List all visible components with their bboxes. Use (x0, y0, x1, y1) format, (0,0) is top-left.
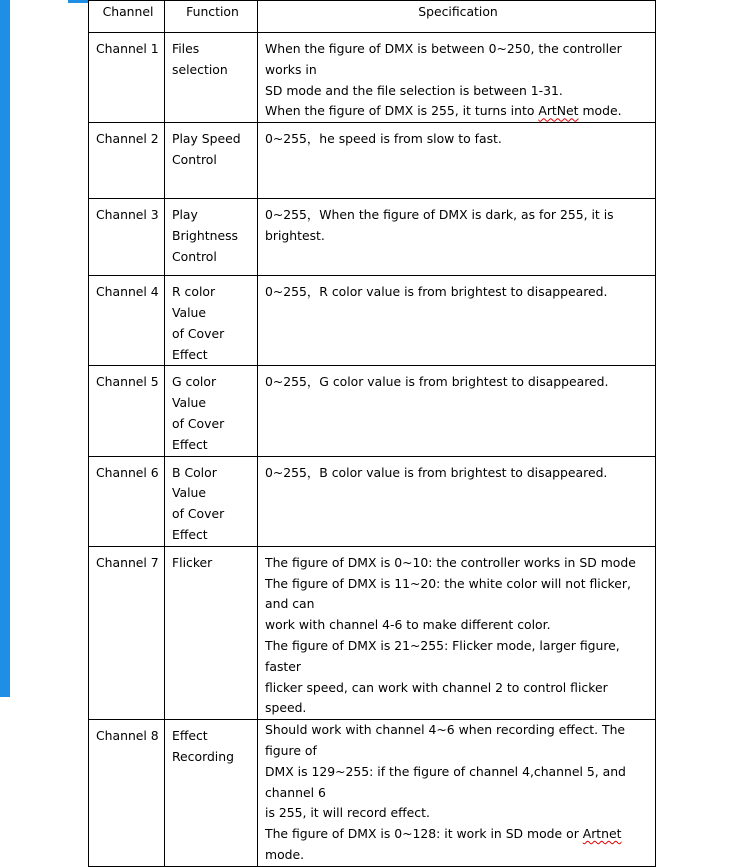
specification-line: work with channel 4-6 to make different color. (265, 617, 551, 633)
table-row (89, 33, 656, 123)
channel-label: Channel 2 (96, 131, 159, 147)
function-line: Effect (172, 728, 208, 744)
channel-label: Channel 5 (96, 374, 159, 390)
function-line: Effect (172, 526, 208, 542)
specification-cell (258, 366, 656, 456)
dmx-channel-table (88, 0, 656, 867)
specification-line: The figure of DMX is 0~10: the controller works in SD mode (265, 554, 636, 570)
channel-label: Channel 1 (96, 41, 159, 56)
header-channel: Channel (89, 1, 165, 33)
specification-line: SD mode and the file selection is between 1-31. (265, 82, 563, 98)
function-cell (165, 366, 258, 456)
function-line: Play Speed (172, 131, 241, 147)
specification-cell (258, 720, 656, 867)
function-line: Control (172, 248, 217, 264)
channel-cell (89, 366, 165, 456)
function-cell (165, 123, 258, 199)
specification-cell (258, 546, 656, 719)
specification-line: 0~255，G color value is from brightest to disappeared. (265, 374, 609, 390)
specification-cell (258, 276, 656, 366)
function-cell (165, 720, 258, 867)
table-row (89, 366, 656, 456)
function-line: Control (172, 151, 217, 167)
channel-cell (89, 546, 165, 719)
channel-label: Channel 7 (96, 554, 159, 570)
function-line: Brightness (172, 227, 239, 243)
function-cell (165, 546, 258, 719)
header-specification: Specification (258, 1, 656, 33)
table-row (89, 720, 656, 867)
specification-line: is 255, it will record effect. (265, 805, 430, 821)
function-line: Recording (172, 748, 234, 764)
specification-cell (258, 199, 656, 276)
specification-line: 0~255，R color value is from brightest to disappeared. (265, 284, 608, 300)
channel-label: Channel 8 (96, 728, 159, 744)
function-line: B Color Value (172, 464, 217, 501)
specification-cell (258, 123, 656, 199)
table-row (89, 199, 656, 276)
specification-line: 0~255，When the figure of DMX is dark, as for 255, it is brightest. (265, 207, 614, 243)
specification-line: flicker speed, can work with channel 2 to control flicker speed. (265, 679, 608, 716)
specification-cell (258, 456, 656, 546)
specification-line: The figure of DMX is 0~128: it work in SD mode or Artnet mode. (265, 826, 622, 862)
channel-label: Channel 4 (96, 284, 159, 300)
function-cell (165, 33, 258, 123)
accent-bar-left (0, 0, 10, 697)
function-line: of Cover (172, 506, 225, 522)
table-row (89, 123, 656, 199)
specification-line: The figure of DMX is 11~20: the white color will not flicker, and can (265, 575, 631, 612)
function-line: Effect (172, 436, 208, 452)
accent-bar-top (68, 0, 88, 3)
channel-label: Channel 6 (96, 464, 159, 480)
function-cell (165, 199, 258, 276)
header-function: Function (165, 1, 258, 33)
specification-line: The figure of DMX is 21~255: Flicker mode, larger figure, faster (265, 637, 620, 674)
specification-line: 0~255，he speed is from slow to fast. (265, 131, 502, 147)
specification-line: DMX is 129~255: if the figure of channel 4,channel 5, and channel 6 (265, 763, 626, 800)
specification-line: Should work with channel 4~6 when recording effect. The figure of (265, 722, 626, 758)
function-line: Files (172, 41, 200, 56)
specification-cell (258, 33, 656, 123)
spellcheck-word: Artnet (582, 826, 622, 842)
channel-cell (89, 720, 165, 867)
channel-cell (89, 33, 165, 123)
table-row (89, 546, 656, 719)
specification-line: When the figure of DMX is 255, it turns into ArtNet mode. (265, 103, 622, 119)
function-cell (165, 456, 258, 546)
spellcheck-word: ArtNet (538, 103, 579, 119)
function-line: selection (172, 61, 228, 77)
channel-cell (89, 123, 165, 199)
function-line: Flicker (172, 554, 213, 570)
channel-label: Channel 3 (96, 207, 159, 223)
specification-line: When the figure of DMX is between 0~250, the controller works in (265, 41, 622, 77)
specification-line: 0~255，B color value is from brightest to disappeared. (265, 464, 608, 480)
function-line: of Cover (172, 415, 225, 431)
function-line: R color Value (172, 284, 216, 320)
table-row (89, 456, 656, 546)
channel-cell (89, 456, 165, 546)
function-line: Effect (172, 346, 208, 362)
function-line: G color Value (172, 374, 217, 411)
function-line: Play (172, 207, 198, 223)
table-header-row (89, 1, 656, 33)
channel-cell (89, 199, 165, 276)
function-line: of Cover (172, 325, 225, 341)
table-row (89, 276, 656, 366)
channel-cell (89, 276, 165, 366)
function-cell (165, 276, 258, 366)
